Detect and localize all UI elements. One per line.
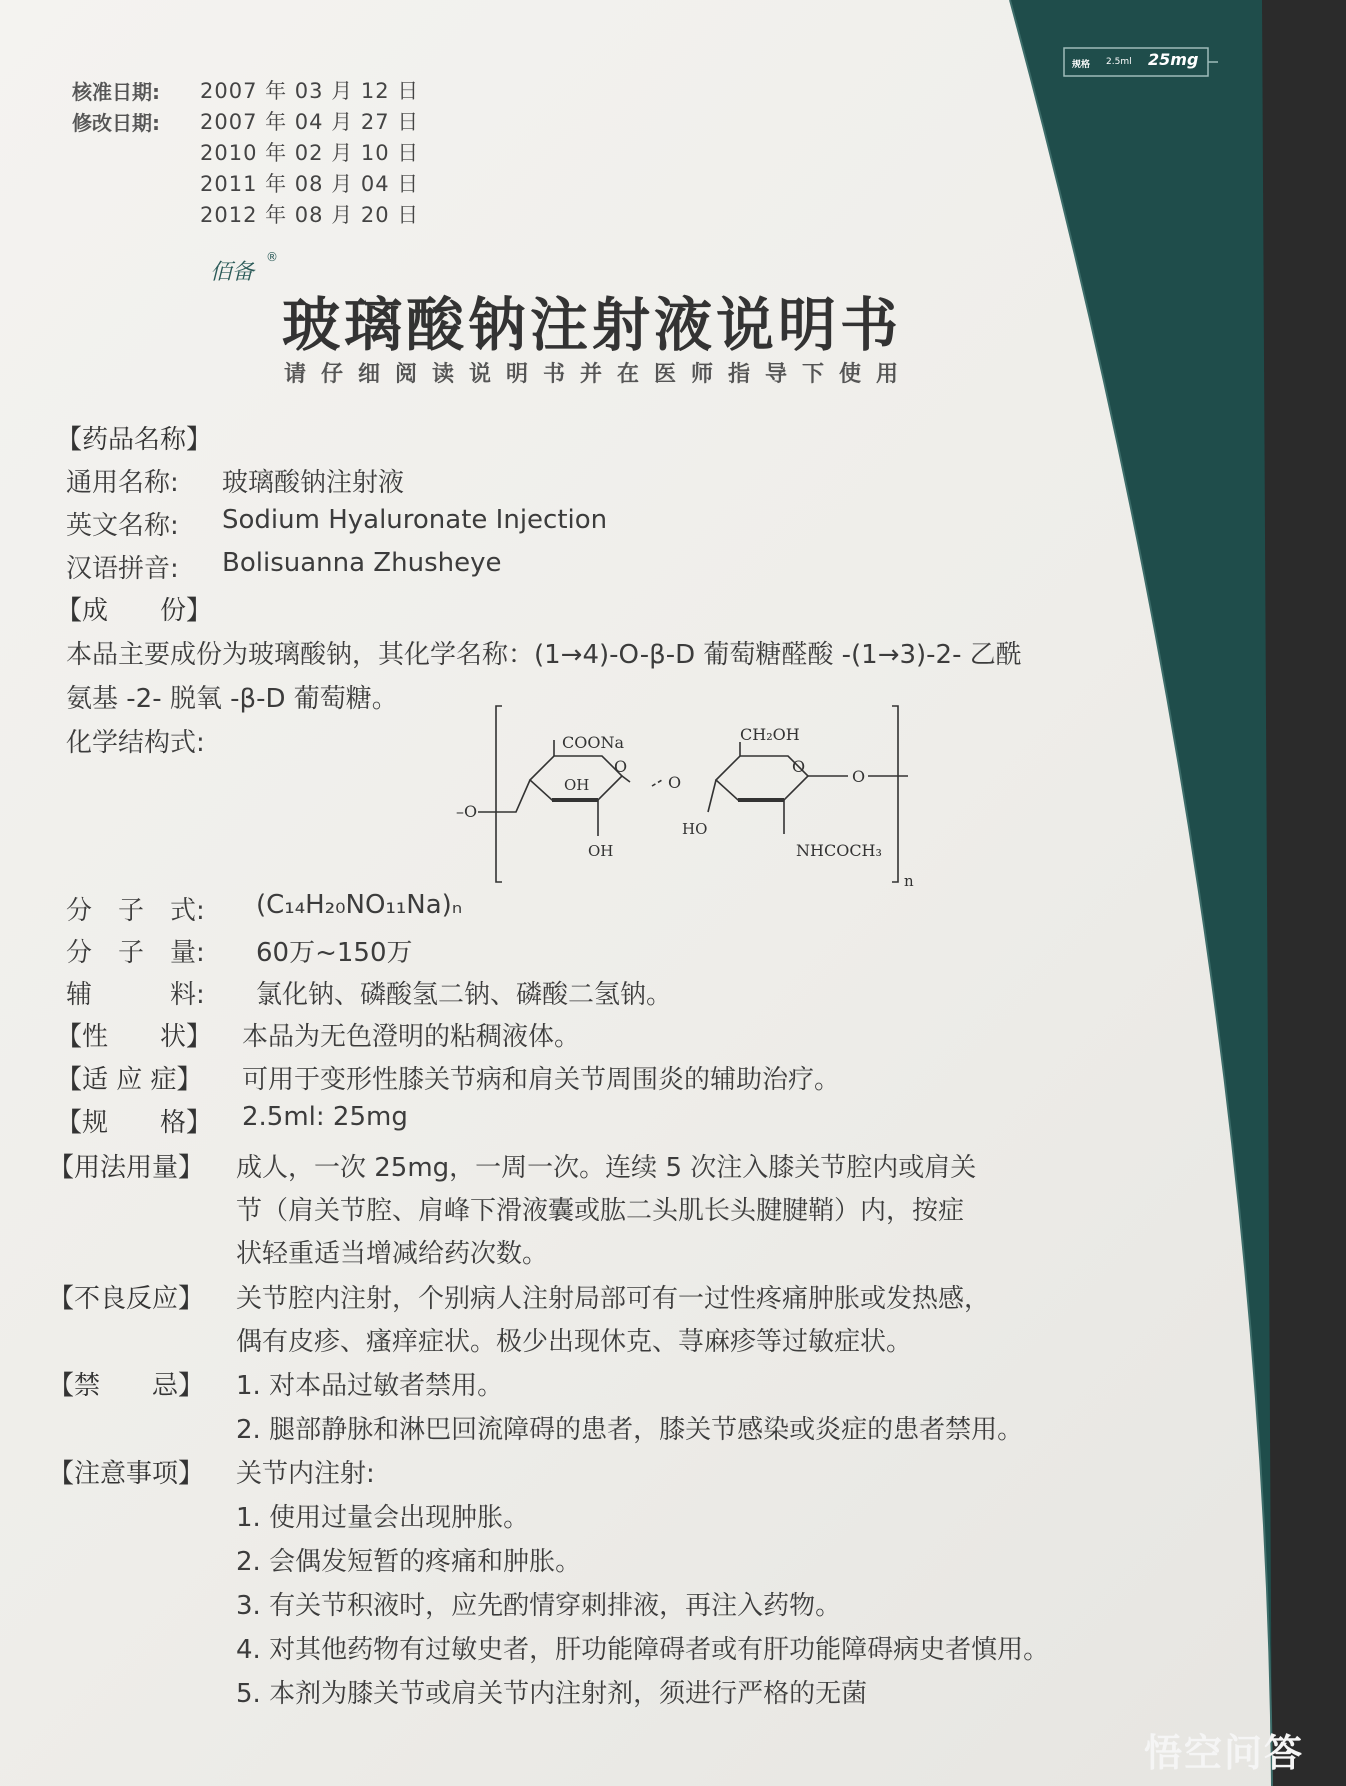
contraindication-line: 1. 对本品过敏者禁用。 — [236, 1371, 504, 1401]
section-appearance: 【性 状】 — [56, 1022, 213, 1052]
adverse-line: 关节腔内注射，个别病人注射局部可有一过性疼痛肿胀或发热感， — [236, 1284, 991, 1314]
structure-label-o: O — [614, 757, 628, 776]
structure-label-n: n — [904, 872, 914, 890]
appearance-text: 本品为无色澄明的粘稠液体。 — [242, 1022, 581, 1052]
approval-date: 2007 年 03 月 12 日 — [200, 79, 420, 103]
dosage-line: 成人，一次 25mg，一周一次。连续 5 次注入膝关节腔内或肩关 — [236, 1153, 977, 1183]
revision-date: 2011 年 08 月 04 日 — [200, 172, 420, 196]
structure-label-nhcoch3: NHCOCH₃ — [796, 841, 882, 860]
formula-label: 分 子 式: — [66, 896, 205, 926]
section-adverse-reactions: 【不良反应】 — [48, 1284, 205, 1314]
precaution-line: 4. 对其他药物有过敏史者，肝功能障碍者或有肝功能障碍病史者慎用。 — [236, 1635, 1050, 1665]
document-subtitle: 请仔细阅读说明书并在医师指导下使用 — [284, 362, 914, 387]
adverse-line: 偶有皮疹、瘙痒症状。极少出现休克、荨麻疹等过敏症状。 — [236, 1327, 913, 1357]
section-dosage: 【用法用量】 — [48, 1153, 205, 1183]
section-indication: 【适 应 症】 — [56, 1065, 203, 1095]
chemical-structure-diagram — [456, 700, 916, 890]
precaution-line: 2. 会偶发短暂的疼痛和肿胀。 — [236, 1547, 582, 1577]
section-contraindications: 【禁 忌】 — [48, 1371, 205, 1401]
molecular-weight: 60万~150万 — [256, 938, 413, 968]
pinyin-label: 汉语拼音: — [66, 554, 179, 584]
contraindication-line: 2. 腿部静脉和淋巴回流障碍的患者，膝关节感染或炎症的患者禁用。 — [236, 1415, 1024, 1445]
excipients-label: 辅 料: — [66, 980, 205, 1010]
section-drug-name: 【药品名称】 — [56, 425, 213, 455]
english-name-label: 英文名称: — [66, 511, 179, 541]
dosage-line: 状轻重适当增减给药次数。 — [236, 1239, 549, 1269]
revision-date: 2012 年 08 月 20 日 — [200, 203, 420, 227]
approval-date-label: 核准日期: — [72, 80, 160, 104]
weight-label: 分 子 量: — [66, 938, 205, 968]
pinyin-name: Bolisuanna Zhusheye — [222, 548, 502, 578]
structure-label-o: –O — [456, 802, 478, 821]
specification-text: 2.5ml: 25mg — [242, 1102, 408, 1132]
precaution-line: 1. 使用过量会出现肿胀。 — [236, 1503, 530, 1533]
section-composition: 【成 份】 — [56, 596, 213, 626]
excipients: 氯化钠、磷酸氢二钠、磷酸二氢钠。 — [256, 980, 673, 1010]
indication-text: 可用于变形性膝关节病和肩关节周围炎的辅助治疗。 — [242, 1065, 841, 1095]
spec-badge-volume: 2.5ml — [1106, 57, 1132, 67]
structure-label-o: O — [852, 767, 866, 786]
composition-text: 氨基 -2- 脱氧 -β-D 葡萄糖。 — [66, 684, 398, 714]
molecular-formula: (C₁₄H₂₀NO₁₁Na)ₙ — [256, 890, 463, 920]
section-specification: 【规 格】 — [56, 1108, 213, 1138]
generic-name-label: 通用名称: — [66, 468, 179, 498]
structure-label-ch2oh: CH₂OH — [740, 725, 800, 744]
precaution-line: 5. 本剂为膝关节或肩关节内注射剂，须进行严格的无菌 — [236, 1679, 868, 1709]
structure-label-o: O — [792, 757, 806, 776]
spec-badge-dose: 25mg — [1148, 50, 1199, 69]
registered-mark: ® — [266, 250, 278, 264]
dosage-line: 节（肩关节腔、肩峰下滑液囊或肱二头肌长头腱腱鞘）内，按症 — [236, 1196, 965, 1226]
structure-label-o: O — [668, 773, 682, 792]
brand-logo: 佰备 — [210, 260, 255, 285]
document-title: 玻璃酸钠注射液说明书 — [282, 291, 903, 359]
watermark: 悟空问答 — [1143, 1731, 1304, 1775]
precaution-line: 3. 有关节积液时，应先酌情穿刺排液，再注入药物。 — [236, 1591, 842, 1621]
spec-badge-label: 规格 — [1072, 60, 1091, 70]
revision-date: 2007 年 04 月 27 日 — [200, 110, 420, 134]
structure-label-oh: OH — [588, 842, 614, 860]
english-name: Sodium Hyaluronate Injection — [222, 505, 608, 535]
structure-label-oh: OH — [564, 776, 590, 794]
composition-text: 本品主要成份为玻璃酸钠，其化学名称：(1→4)-O-β-D 葡萄糖醛酸 -(1→3)-2- 乙酰 — [66, 640, 1022, 670]
precaution-line: 关节内注射: — [236, 1459, 375, 1489]
generic-name: 玻璃酸钠注射液 — [222, 468, 405, 498]
structure-label-coona: COONa — [562, 733, 625, 752]
structure-label-ho: HO — [682, 820, 708, 838]
structure-label: 化学结构式: — [66, 728, 205, 758]
revision-date: 2010 年 02 月 10 日 — [200, 141, 420, 165]
section-precautions: 【注意事项】 — [48, 1459, 205, 1489]
revision-date-label: 修改日期: — [72, 111, 160, 135]
